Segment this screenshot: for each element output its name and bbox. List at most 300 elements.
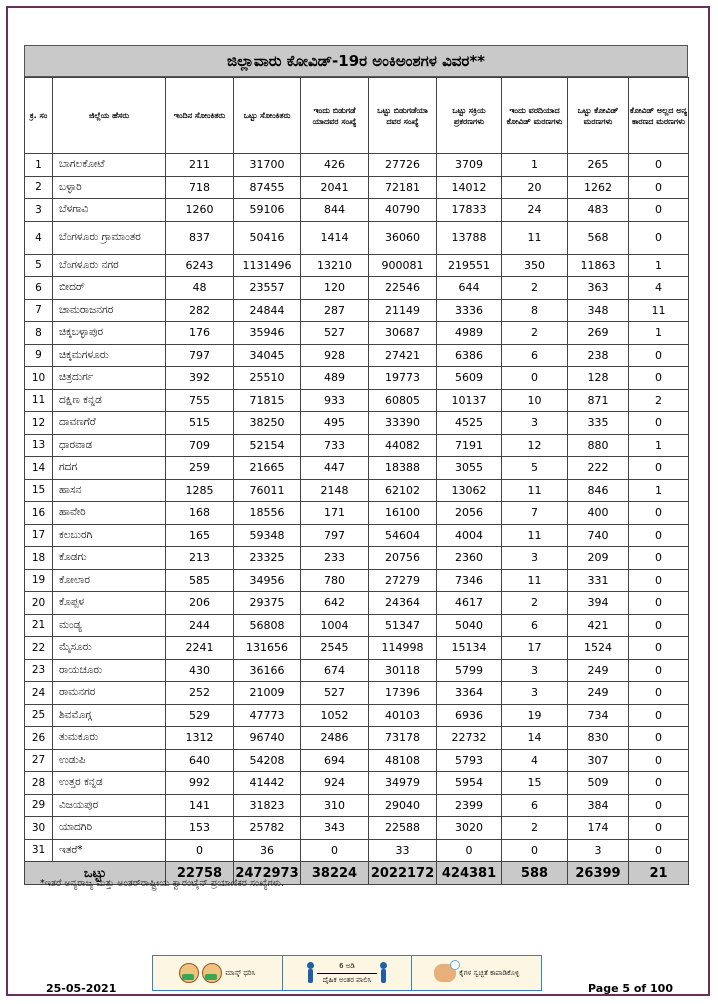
cell-today-cases: 585 <box>166 569 234 592</box>
cell-today-discharged: 287 <box>301 299 369 322</box>
cell-district: ತುಮಕೂರು <box>53 727 166 750</box>
cell-total-deaths: 846 <box>568 479 629 502</box>
cell-total-cases: 21009 <box>234 682 301 705</box>
cell-non-covid-deaths: 1 <box>629 254 689 277</box>
cell-active: 5793 <box>437 749 502 772</box>
cell-active: 13788 <box>437 221 502 254</box>
cell-active: 10137 <box>437 389 502 412</box>
cell-total-cases: 71815 <box>234 389 301 412</box>
cell-total-cases: 1131496 <box>234 254 301 277</box>
table-row <box>25 637 689 660</box>
total-total-cases: 2472973 <box>234 862 301 885</box>
cell-total-cases: 41442 <box>234 772 301 795</box>
cell-today-discharged: 233 <box>301 547 369 570</box>
cell-today-deaths: 11 <box>502 221 568 254</box>
cell-active: 7191 <box>437 434 502 457</box>
cell-sno: 6 <box>25 277 53 300</box>
cell-active: 15134 <box>437 637 502 660</box>
cell-non-covid-deaths: 0 <box>629 704 689 727</box>
cell-active: 2360 <box>437 547 502 570</box>
cell-today-deaths: 5 <box>502 457 568 480</box>
cell-total-deaths: 249 <box>568 682 629 705</box>
cell-sno: 17 <box>25 524 53 547</box>
cell-total-cases: 47773 <box>234 704 301 727</box>
cell-today-discharged: 447 <box>301 457 369 480</box>
cell-non-covid-deaths: 1 <box>629 322 689 345</box>
cell-today-cases: 529 <box>166 704 234 727</box>
table-row <box>25 592 689 615</box>
header-total-cases: ಒಟ್ಟು ಸೋಂಕಿತರು <box>234 78 301 154</box>
cell-today-discharged: 1414 <box>301 221 369 254</box>
cell-total-deaths: 348 <box>568 299 629 322</box>
cell-non-covid-deaths: 0 <box>629 569 689 592</box>
cell-active: 3055 <box>437 457 502 480</box>
cell-total-discharged: 48108 <box>369 749 437 772</box>
header-total-discharged: ಒಟ್ಟು ಬಿಡುಗಡೆಯಾ ದವರ ಸಂಖ್ಯೆ <box>369 78 437 154</box>
total-label: ಒಟ್ಟು <box>25 862 166 885</box>
cell-today-deaths: 2 <box>502 817 568 840</box>
cell-today-deaths: 17 <box>502 637 568 660</box>
cell-total-discharged: 73178 <box>369 727 437 750</box>
cell-non-covid-deaths: 0 <box>629 772 689 795</box>
cell-today-cases: 392 <box>166 367 234 390</box>
cell-today-discharged: 674 <box>301 659 369 682</box>
cell-district: ಗದಗ <box>53 457 166 480</box>
cell-total-cases: 96740 <box>234 727 301 750</box>
table-row <box>25 479 689 502</box>
cell-active: 14012 <box>437 176 502 199</box>
cell-district: ಕೊಪ್ಪಳ <box>53 592 166 615</box>
cell-total-deaths: 483 <box>568 199 629 222</box>
table-row <box>25 367 689 390</box>
cell-non-covid-deaths: 0 <box>629 749 689 772</box>
cell-today-discharged: 733 <box>301 434 369 457</box>
cell-total-deaths: 174 <box>568 817 629 840</box>
total-today-deaths: 588 <box>502 862 568 885</box>
cell-non-covid-deaths: 0 <box>629 367 689 390</box>
cell-today-discharged: 343 <box>301 817 369 840</box>
cell-today-deaths: 6 <box>502 794 568 817</box>
header-sno: ಕ್ರ. ಸಂ <box>25 78 53 154</box>
cell-sno: 22 <box>25 637 53 660</box>
cell-total-deaths: 363 <box>568 277 629 300</box>
cell-total-cases: 52154 <box>234 434 301 457</box>
cell-today-deaths: 3 <box>502 659 568 682</box>
cell-today-deaths: 15 <box>502 772 568 795</box>
cell-today-cases: 141 <box>166 794 234 817</box>
cell-today-cases: 1285 <box>166 479 234 502</box>
footnote: *ಇತರೆ ಅನ್ಯರಾಜ್ಯ ಮತ್ತು ಅಂತರ್‌ರಾಷ್ಟ್ರೀಯ ಕ್ವಾರಂಟೈನ್ ಪ್ರಯಾಣಿಕರ ಸಂಖ್ಯೆಗಳು. <box>40 878 285 889</box>
cell-total-discharged: 114998 <box>369 637 437 660</box>
person-icon <box>380 962 387 984</box>
cell-district: ಉತ್ತರ ಕನ್ನಡ <box>53 772 166 795</box>
cell-non-covid-deaths: 0 <box>629 457 689 480</box>
cell-today-cases: 213 <box>166 547 234 570</box>
cell-total-deaths: 509 <box>568 772 629 795</box>
cell-active: 5799 <box>437 659 502 682</box>
cell-total-discharged: 27279 <box>369 569 437 592</box>
cell-active: 644 <box>437 277 502 300</box>
cell-total-cases: 18556 <box>234 502 301 525</box>
table-row <box>25 434 689 457</box>
cell-total-discharged: 16100 <box>369 502 437 525</box>
cell-total-discharged: 36060 <box>369 221 437 254</box>
cell-district: ರಾಯಚೂರು <box>53 659 166 682</box>
cell-today-deaths: 4 <box>502 749 568 772</box>
cell-today-discharged: 933 <box>301 389 369 412</box>
header-today-discharged: ಇಂದು ಬಿಡುಗಡೆ ಯಾದವರ ಸಂಖ್ಯೆ <box>301 78 369 154</box>
cell-non-covid-deaths: 0 <box>629 221 689 254</box>
cell-total-discharged: 30118 <box>369 659 437 682</box>
cell-active: 5609 <box>437 367 502 390</box>
header-row <box>25 78 689 154</box>
cell-today-deaths: 350 <box>502 254 568 277</box>
header-today-deaths: ಇಂದು ವರದಿಯಾದ ಕೋವಿಡ್‌ ಮರಣಗಳು <box>502 78 568 154</box>
cell-non-covid-deaths: 0 <box>629 547 689 570</box>
table-row <box>25 154 689 177</box>
cell-today-deaths: 1 <box>502 154 568 177</box>
cell-district: ಉಡುಪಿ <box>53 749 166 772</box>
cell-non-covid-deaths: 1 <box>629 479 689 502</box>
cell-non-covid-deaths: 11 <box>629 299 689 322</box>
cell-non-covid-deaths: 0 <box>629 344 689 367</box>
cell-total-discharged: 33390 <box>369 412 437 435</box>
table-row <box>25 299 689 322</box>
cell-total-discharged: 27726 <box>369 154 437 177</box>
cell-non-covid-deaths: 4 <box>629 277 689 300</box>
cell-total-deaths: 209 <box>568 547 629 570</box>
total-active: 424381 <box>437 862 502 885</box>
table-row <box>25 524 689 547</box>
cell-district: ದಕ್ಷಿಣ ಕನ್ನಡ <box>53 389 166 412</box>
cell-non-covid-deaths: 0 <box>629 154 689 177</box>
cell-sno: 20 <box>25 592 53 615</box>
cell-today-cases: 211 <box>166 154 234 177</box>
cell-total-deaths: 265 <box>568 154 629 177</box>
cell-non-covid-deaths: 0 <box>629 199 689 222</box>
cell-active: 0 <box>437 839 502 862</box>
cell-today-cases: 1312 <box>166 727 234 750</box>
cell-today-deaths: 20 <box>502 176 568 199</box>
cell-today-cases: 515 <box>166 412 234 435</box>
table-row <box>25 389 689 412</box>
cell-district: ಬೆಳಗಾವಿ <box>53 199 166 222</box>
handwash-icon <box>434 964 456 982</box>
cell-sno: 9 <box>25 344 53 367</box>
cell-total-cases: 59348 <box>234 524 301 547</box>
cell-non-covid-deaths: 0 <box>629 614 689 637</box>
cell-total-discharged: 22546 <box>369 277 437 300</box>
cell-today-discharged: 924 <box>301 772 369 795</box>
cell-today-cases: 176 <box>166 322 234 345</box>
cell-today-discharged: 844 <box>301 199 369 222</box>
table-row <box>25 772 689 795</box>
cell-today-cases: 168 <box>166 502 234 525</box>
cell-non-covid-deaths: 0 <box>629 502 689 525</box>
cell-today-discharged: 495 <box>301 412 369 435</box>
cell-total-deaths: 880 <box>568 434 629 457</box>
cell-non-covid-deaths: 0 <box>629 592 689 615</box>
cell-district: ಇತರೆ* <box>53 839 166 862</box>
cell-total-deaths: 238 <box>568 344 629 367</box>
cell-sno: 14 <box>25 457 53 480</box>
table-body <box>25 154 689 862</box>
cell-total-deaths: 400 <box>568 502 629 525</box>
cell-today-deaths: 19 <box>502 704 568 727</box>
cell-today-cases: 252 <box>166 682 234 705</box>
cell-sno: 28 <box>25 772 53 795</box>
cell-total-deaths: 269 <box>568 322 629 345</box>
cell-district: ಬೀದರ್ <box>53 277 166 300</box>
total-today-cases: 22758 <box>166 862 234 885</box>
cell-today-cases: 259 <box>166 457 234 480</box>
cell-non-covid-deaths: 2 <box>629 389 689 412</box>
cell-district: ಚಿತ್ರದುರ್ಗ <box>53 367 166 390</box>
cell-total-discharged: 40790 <box>369 199 437 222</box>
table-row <box>25 727 689 750</box>
table-row <box>25 614 689 637</box>
table-row <box>25 176 689 199</box>
cell-today-cases: 244 <box>166 614 234 637</box>
table-title: ಜಿಲ್ಲಾವಾರು ಕೋವಿಡ್‌-19ರ ಅಂಕಿಅಂಶಗಳ ವಿವರ** <box>24 45 688 77</box>
cell-total-discharged: 54604 <box>369 524 437 547</box>
cell-non-covid-deaths: 0 <box>629 839 689 862</box>
cell-total-discharged: 900081 <box>369 254 437 277</box>
cell-total-deaths: 307 <box>568 749 629 772</box>
cell-today-cases: 165 <box>166 524 234 547</box>
table-row <box>25 547 689 570</box>
cell-sno: 21 <box>25 614 53 637</box>
cell-today-cases: 206 <box>166 592 234 615</box>
handwash-text: ಕೈಗಳ ಸ್ವಚ್ಛತೆ ಕಾಪಾಡಿಕೊಳ್ಳಿ <box>459 968 520 977</box>
cell-today-cases: 755 <box>166 389 234 412</box>
cell-today-deaths: 6 <box>502 614 568 637</box>
table-row <box>25 221 689 254</box>
cell-sno: 11 <box>25 389 53 412</box>
cell-non-covid-deaths: 0 <box>629 176 689 199</box>
total-today-discharged: 38224 <box>301 862 369 885</box>
cell-today-discharged: 2148 <box>301 479 369 502</box>
header-active: ಒಟ್ಟು ಸಕ್ರಿಯ ಪ್ರಕರಣಗಳು <box>437 78 502 154</box>
cell-today-discharged: 928 <box>301 344 369 367</box>
cell-today-deaths: 11 <box>502 524 568 547</box>
cell-active: 3336 <box>437 299 502 322</box>
cell-non-covid-deaths: 0 <box>629 682 689 705</box>
cell-total-discharged: 40103 <box>369 704 437 727</box>
cell-sno: 5 <box>25 254 53 277</box>
header-non-covid-deaths: ಕೋವಿಡ್‌ ಅಲ್ಲದ ಅನ್ಯ ಕಾರಣದ ಮರಣಗಳು <box>629 78 689 154</box>
cell-total-deaths: 740 <box>568 524 629 547</box>
table-row <box>25 749 689 772</box>
cell-sno: 12 <box>25 412 53 435</box>
table-row <box>25 199 689 222</box>
cell-sno: 25 <box>25 704 53 727</box>
cell-today-cases: 640 <box>166 749 234 772</box>
cell-today-deaths: 14 <box>502 727 568 750</box>
cell-today-deaths: 8 <box>502 299 568 322</box>
cell-total-cases: 29375 <box>234 592 301 615</box>
cell-active: 4989 <box>437 322 502 345</box>
cell-today-discharged: 2041 <box>301 176 369 199</box>
cell-sno: 13 <box>25 434 53 457</box>
cell-today-deaths: 3 <box>502 412 568 435</box>
cell-non-covid-deaths: 0 <box>629 524 689 547</box>
cell-active: 22732 <box>437 727 502 750</box>
cell-total-deaths: 421 <box>568 614 629 637</box>
cell-total-deaths: 871 <box>568 389 629 412</box>
total-non-covid-deaths: 21 <box>629 862 689 885</box>
cell-total-cases: 21665 <box>234 457 301 480</box>
cell-total-discharged: 44082 <box>369 434 437 457</box>
table-row <box>25 322 689 345</box>
safety-banner <box>152 955 542 991</box>
cell-total-deaths: 1524 <box>568 637 629 660</box>
cell-today-cases: 48 <box>166 277 234 300</box>
cell-today-discharged: 527 <box>301 682 369 705</box>
cell-total-discharged: 62102 <box>369 479 437 502</box>
district-stats-table <box>24 77 689 885</box>
cell-today-discharged: 2545 <box>301 637 369 660</box>
cell-today-deaths: 11 <box>502 479 568 502</box>
cell-total-cases: 34045 <box>234 344 301 367</box>
cell-total-deaths: 128 <box>568 367 629 390</box>
cell-active: 4525 <box>437 412 502 435</box>
cell-district: ಮೈಸೂರು <box>53 637 166 660</box>
cell-today-discharged: 780 <box>301 569 369 592</box>
cell-active: 5040 <box>437 614 502 637</box>
cell-sno: 27 <box>25 749 53 772</box>
cell-district: ಬಾಗಲಕೋಟೆ <box>53 154 166 177</box>
cell-total-deaths: 830 <box>568 727 629 750</box>
table-row <box>25 794 689 817</box>
cell-sno: 30 <box>25 817 53 840</box>
cell-non-covid-deaths: 0 <box>629 817 689 840</box>
cell-today-discharged: 1052 <box>301 704 369 727</box>
cell-total-discharged: 60805 <box>369 389 437 412</box>
handwash-segment <box>412 956 541 990</box>
cell-today-deaths: 6 <box>502 344 568 367</box>
table-row <box>25 502 689 525</box>
cell-district: ಚಿಕ್ಕಮಗಳೂರು <box>53 344 166 367</box>
cell-district: ದಾವಣಗೆರೆ <box>53 412 166 435</box>
cell-today-deaths: 24 <box>502 199 568 222</box>
cell-total-cases: 24844 <box>234 299 301 322</box>
cell-district: ವಿಜಯಪುರ <box>53 794 166 817</box>
cell-district: ಚಿಕ್ಕಬಳ್ಳಾಪುರ <box>53 322 166 345</box>
cell-active: 6936 <box>437 704 502 727</box>
cell-total-cases: 25782 <box>234 817 301 840</box>
cell-sno: 15 <box>25 479 53 502</box>
cell-total-cases: 131656 <box>234 637 301 660</box>
cell-total-cases: 38250 <box>234 412 301 435</box>
cell-active: 6386 <box>437 344 502 367</box>
cell-today-deaths: 12 <box>502 434 568 457</box>
cell-non-covid-deaths: 0 <box>629 794 689 817</box>
cell-total-discharged: 33 <box>369 839 437 862</box>
distance-text: ದೈಹಿಕ ಅಂತರ ಪಾಲಿಸಿ <box>322 975 372 984</box>
cell-today-discharged: 2486 <box>301 727 369 750</box>
cell-sno: 3 <box>25 199 53 222</box>
cell-today-deaths: 7 <box>502 502 568 525</box>
cell-active: 3709 <box>437 154 502 177</box>
person-icon <box>307 962 314 984</box>
cell-sno: 24 <box>25 682 53 705</box>
cell-today-discharged: 642 <box>301 592 369 615</box>
cell-today-discharged: 489 <box>301 367 369 390</box>
cell-today-cases: 1260 <box>166 199 234 222</box>
total-total-discharged: 2022172 <box>369 862 437 885</box>
cell-total-deaths: 249 <box>568 659 629 682</box>
cell-total-cases: 87455 <box>234 176 301 199</box>
cell-active: 4617 <box>437 592 502 615</box>
cell-today-discharged: 797 <box>301 524 369 547</box>
cell-total-deaths: 3 <box>568 839 629 862</box>
cell-district: ಕೊಡಗು <box>53 547 166 570</box>
cell-active: 2399 <box>437 794 502 817</box>
header-today-cases: ಇಂದಿನ ಸೋಂಕಿತರು <box>166 78 234 154</box>
cell-total-discharged: 22588 <box>369 817 437 840</box>
cell-non-covid-deaths: 0 <box>629 412 689 435</box>
table-row <box>25 277 689 300</box>
cell-total-discharged: 72181 <box>369 176 437 199</box>
cell-total-cases: 36166 <box>234 659 301 682</box>
cell-today-discharged: 694 <box>301 749 369 772</box>
cell-today-cases: 837 <box>166 221 234 254</box>
cell-district: ಹಾವೇರಿ <box>53 502 166 525</box>
cell-active: 13062 <box>437 479 502 502</box>
cell-today-discharged: 310 <box>301 794 369 817</box>
cell-today-discharged: 527 <box>301 322 369 345</box>
cell-today-deaths: 10 <box>502 389 568 412</box>
cell-total-deaths: 384 <box>568 794 629 817</box>
distance-segment <box>283 956 413 990</box>
cell-total-deaths: 568 <box>568 221 629 254</box>
cell-sno: 2 <box>25 176 53 199</box>
cell-total-cases: 31823 <box>234 794 301 817</box>
report-date: 25-05-2021 <box>46 982 117 995</box>
cell-total-discharged: 21149 <box>369 299 437 322</box>
cell-district: ಚಾಮರಾಜನಗರ <box>53 299 166 322</box>
cell-total-discharged: 19773 <box>369 367 437 390</box>
cell-sno: 10 <box>25 367 53 390</box>
cell-today-discharged: 0 <box>301 839 369 862</box>
cell-total-cases: 23557 <box>234 277 301 300</box>
mask-segment <box>153 956 283 990</box>
cell-today-deaths: 0 <box>502 839 568 862</box>
cell-total-deaths: 222 <box>568 457 629 480</box>
cell-total-discharged: 34979 <box>369 772 437 795</box>
cell-district: ಬೆಂಗಳೂರು ನಗರ <box>53 254 166 277</box>
cell-district: ಹಾಸನ <box>53 479 166 502</box>
cell-district: ಕಲಬುರಗಿ <box>53 524 166 547</box>
table-row <box>25 839 689 862</box>
cell-total-discharged: 17396 <box>369 682 437 705</box>
cell-district: ಬಳ್ಳಾರಿ <box>53 176 166 199</box>
cell-today-deaths: 3 <box>502 547 568 570</box>
cell-sno: 1 <box>25 154 53 177</box>
cell-total-cases: 25510 <box>234 367 301 390</box>
cell-active: 219551 <box>437 254 502 277</box>
cell-non-covid-deaths: 0 <box>629 659 689 682</box>
cell-total-discharged: 51347 <box>369 614 437 637</box>
cell-today-cases: 6243 <box>166 254 234 277</box>
cell-non-covid-deaths: 0 <box>629 637 689 660</box>
cell-today-cases: 282 <box>166 299 234 322</box>
cell-sno: 16 <box>25 502 53 525</box>
cell-today-discharged: 426 <box>301 154 369 177</box>
cell-today-discharged: 13210 <box>301 254 369 277</box>
table-row <box>25 659 689 682</box>
